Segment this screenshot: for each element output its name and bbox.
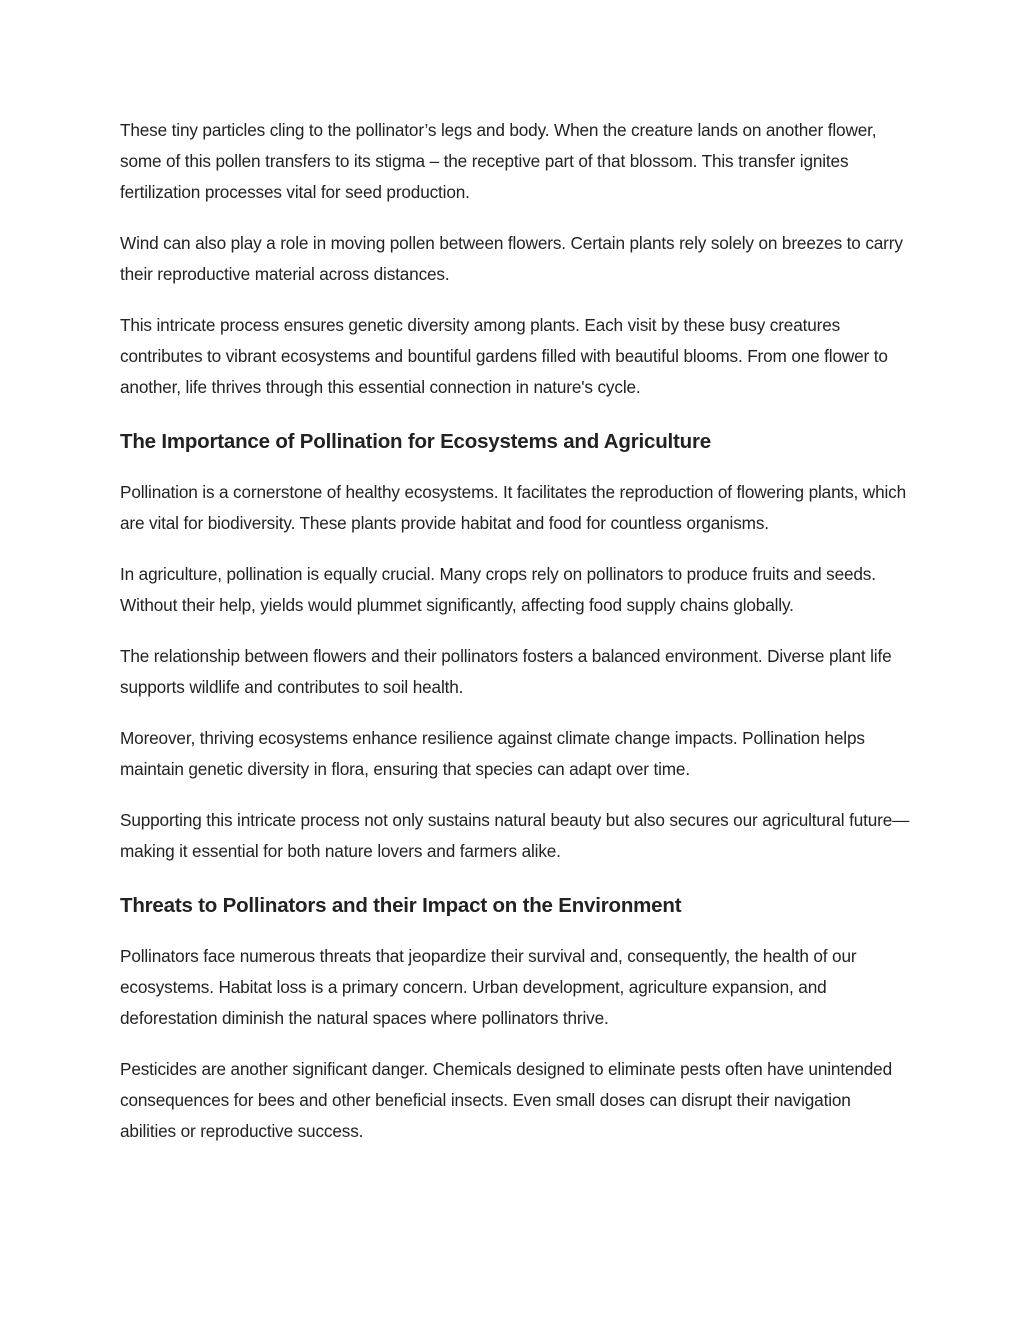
section-heading-threats: Threats to Pollinators and their Impact on the Environment xyxy=(120,894,682,917)
importance-paragraph-2: In agriculture, pollination is equally crucial. Many crops rely on pollinators to produce fruits and seeds. Without their help, yields would plummet significantly, affecting food supply chains globally. xyxy=(120,564,876,615)
importance-paragraph-5: Supporting this intricate process not only sustains natural beauty but also secures our agricultural future—making it essential for both nature lovers and farmers alike. xyxy=(120,810,910,861)
importance-paragraph-1: Pollination is a cornerstone of healthy ecosystems. It facilitates the reproduction of flowering plants, which are vital for biodiversity. These plants provide habitat and food for countless organisms. xyxy=(120,482,907,533)
importance-paragraph-4: Moreover, thriving ecosystems enhance resilience against climate change impacts. Pollination helps maintain genetic diversity in flora, ensuring that species can adapt over time. xyxy=(120,728,865,779)
threats-paragraph-1: Pollinators face numerous threats that jeopardize their survival and, consequently, the health of our ecosystems. Habitat loss is a primary concern. Urban development, agriculture expansion, and deforestation diminish the natural spaces where pollinators thrive. xyxy=(120,946,857,1028)
intro-paragraph-3: This intricate process ensures genetic diversity among plants. Each visit by these busy creatures contributes to vibrant ecosystems and bountiful gardens filled with beautiful blooms. From one flower to another, life thrives through this essential connection in nature's cycle. xyxy=(120,315,888,397)
intro-paragraph-1: These tiny particles cling to the pollinator’s legs and body. When the creature lands on another flower, some of this pollen transfers to its stigma – the receptive part of that blossom. This transfer ignites fertilization processes vital for seed production. xyxy=(120,120,877,202)
section-heading-importance: The Importance of Pollination for Ecosystems and Agriculture xyxy=(120,430,711,453)
intro-paragraph-2: Wind can also play a role in moving pollen between flowers. Certain plants rely solely on breezes to carry their reproductive material across distances. xyxy=(120,233,903,284)
document-page xyxy=(120,115,910,1167)
importance-paragraph-3: The relationship between flowers and their pollinators fosters a balanced environment. Diverse plant life supports wildlife and contributes to soil health. xyxy=(120,646,892,697)
threats-paragraph-2: Pesticides are another significant danger. Chemicals designed to eliminate pests often have unintended consequences for bees and other beneficial insects. Even small doses can disrupt their navigation abilities or reproductive success. xyxy=(120,1059,893,1141)
